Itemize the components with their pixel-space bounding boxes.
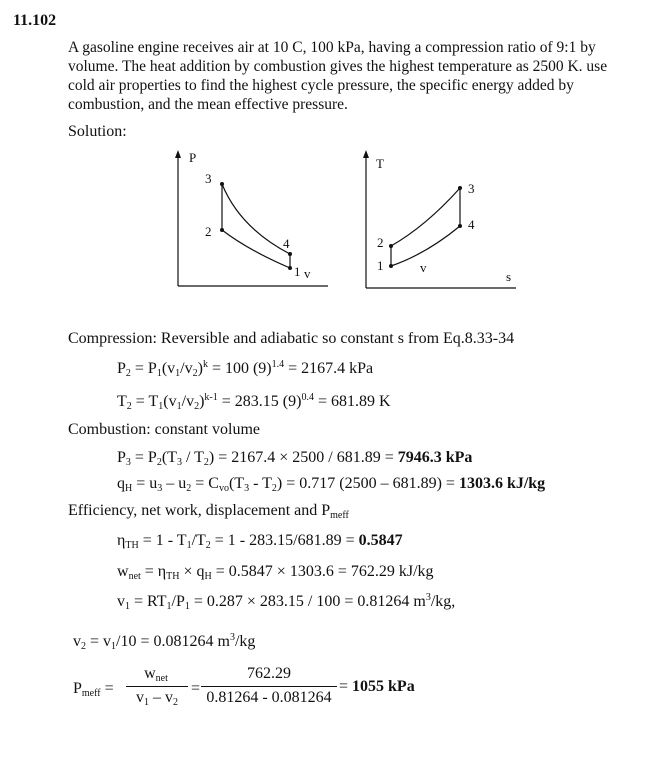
ts-process-label: v (420, 260, 427, 275)
problem-number: 11.102 (13, 12, 57, 29)
ts-state-1-label: 1 (377, 258, 384, 273)
v1-equation: $v_1 = RT_1/P_1 = 0.287 \times 283.15 / 100 = 0.81264$ $m^3/kg$, (117, 592, 456, 612)
compression-heading: Compression: Reversible and adiabatic so constant s from Eq.8.33-34 (68, 330, 515, 347)
ts-y-arrow (363, 150, 369, 158)
ts-diagram (356, 150, 531, 292)
ts-state-3-label: 3 (468, 181, 475, 196)
eta-equation: $\eta_{TH} = 1 - T_1/T_2 = 1 - 283.15/681.89 = 0.5847$ (117, 532, 403, 551)
pmeff-numerator-value: 762.29 (247, 665, 291, 682)
ts-x-label: s (506, 269, 512, 284)
pmeff-result: = 1055 kPa (339, 678, 415, 695)
ts-state-1-point (389, 264, 393, 268)
pv-state-3-label: 3 (205, 171, 212, 186)
combustion-heading: Combustion: constant volume (68, 421, 260, 438)
pv-state-2-label: 2 (205, 224, 212, 239)
pv-state-2-point (220, 228, 224, 232)
solution-label: Solution: (68, 123, 127, 140)
pv-y-label: P (189, 150, 197, 165)
pv-state-1-label: 1 (294, 264, 301, 279)
pv-state-1-point (288, 266, 292, 270)
qh-equation: $q_H = u_3 - u_2 = C_{vo}(T_3 - T_2) = 0.717$ (2500 – 681.89) = 1303.6 kJ/kg (117, 475, 546, 494)
pmeff-fraction-bar-2 (201, 686, 337, 687)
ts-state-2-point (389, 244, 393, 248)
p2-equation: $P_2 = P_1(v_1/v_2)^k = 100$ $(9)^{1.4} = 2167.4$ kPa (117, 359, 374, 379)
v2-equation: $v_2 = v_1/10 = 0.081264$ $m^3/kg$ (73, 632, 256, 652)
ts-state-4-label: 4 (468, 217, 475, 232)
pv-state-3-point (220, 182, 224, 186)
pmeff-denominator-symbolic: $v_1 - v_2$ (136, 689, 178, 708)
pv-state-4-point (288, 252, 292, 256)
p3-equation: $P_3 = P_2(T_3 / T_2) = 2167.4 \times 2500 / 681.89 = 7946.3$ kPa (117, 449, 473, 468)
pv-state-4-label: 4 (283, 236, 290, 251)
ts-y-label: T (376, 156, 384, 171)
pmeff-equals-1: = (191, 680, 201, 697)
pv-y-arrow (175, 150, 181, 158)
ts-state-3-point (458, 186, 462, 190)
pv-diagram (170, 150, 340, 292)
wnet-equation: $w_{net} = \eta_{TH} \times q_H = 0.5847 \times 1303.6 = 762.29$ kJ/kg (117, 563, 434, 582)
pmeff-symbol: $P_{meff}$ = (73, 680, 114, 699)
t2-equation: $T_2 = T_1(v_1/v_2)^{k-1} = 283.15$ $(9)^{0.4} = 681.89$ K (117, 392, 391, 412)
ts-cycle-path (391, 188, 460, 266)
pmeff-denominator-value: 0.81264 - 0.081264 (206, 689, 332, 706)
pmeff-fraction-bar-1 (126, 686, 188, 687)
ts-state-4-point (458, 224, 462, 228)
pv-cycle-path (222, 184, 290, 268)
pmeff-numerator-symbolic: $w_{net}$ (144, 665, 168, 684)
pv-x-label: v (304, 266, 311, 281)
efficiency-heading: Efficiency, net work, displacement and $P_{meff}$ (68, 502, 349, 521)
ts-state-2-label: 2 (377, 235, 384, 250)
problem-statement: A gasoline engine receives air at 10 C, 100 kPa, having a compression ratio of 9:1 by volume. The heat addition by combustion gives the highest temperature as 2500 K. use cold air properties to find the highest cycle pressure, the specific energy added by combustion, and the mean effective pressure. (68, 39, 608, 113)
